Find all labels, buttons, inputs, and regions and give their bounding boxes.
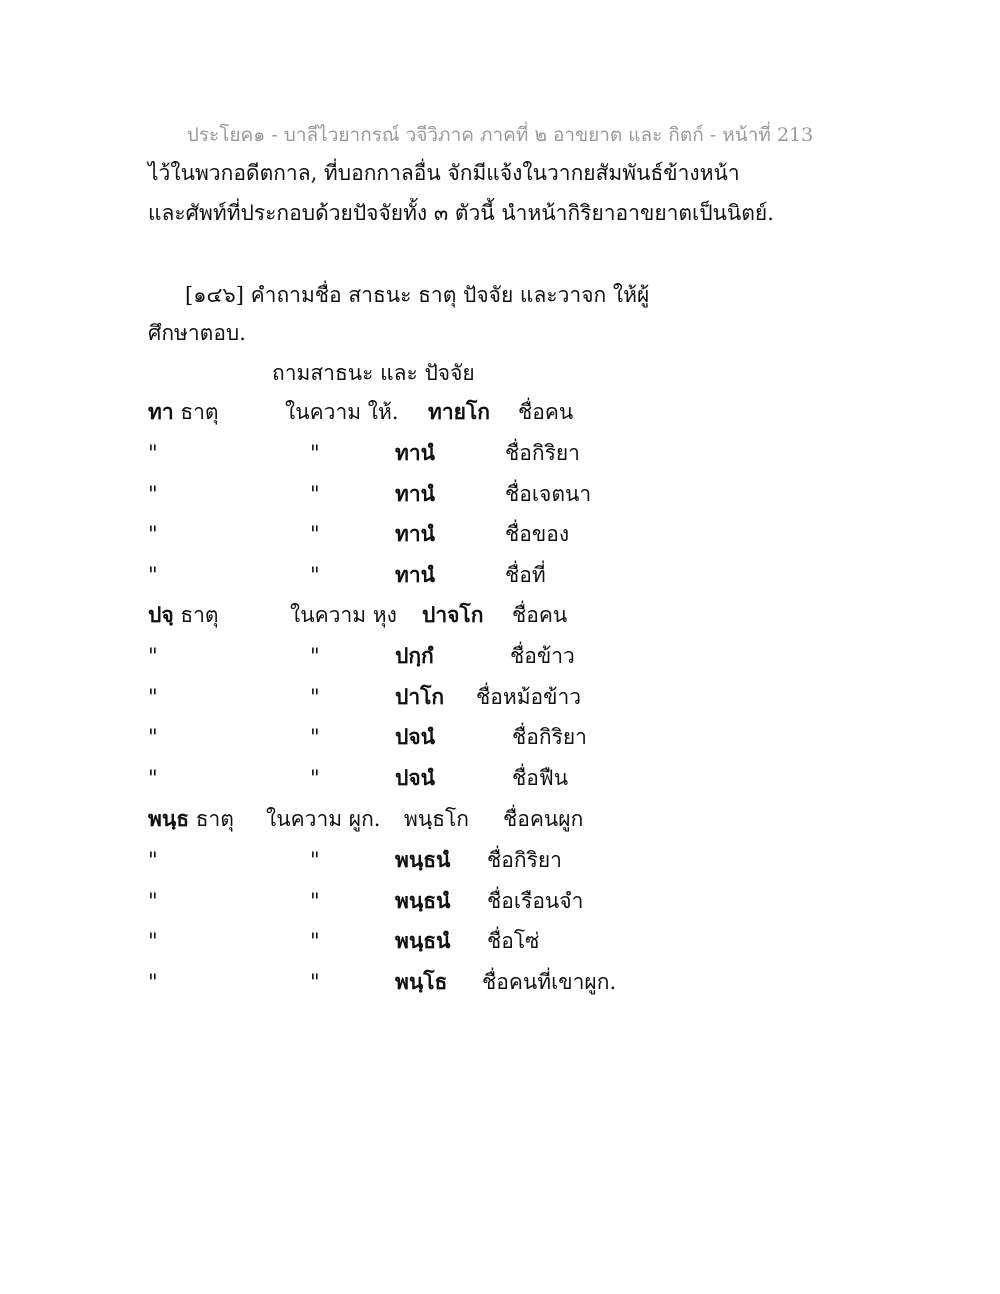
gloss-cell: ชื่อคนที่เขาผูก. (482, 970, 617, 994)
word-cell: พนฺธโก (404, 807, 470, 831)
gloss-cell: ชื่อหม้อข้าว (476, 685, 582, 709)
ditto-mark: " (148, 522, 158, 546)
word-cell: ทายโก (428, 399, 490, 424)
table-row (0, 397, 1000, 427)
ditto-mark: " (310, 848, 320, 872)
ditto-mark: " (310, 644, 320, 668)
table-row (0, 926, 1000, 956)
word-cell: พนฺโธ (395, 969, 448, 994)
ditto-mark: " (310, 441, 320, 465)
ditto-mark: " (310, 970, 320, 994)
ditto-mark: " (148, 889, 158, 913)
ditto-mark: " (148, 441, 158, 465)
ditto-mark: " (148, 848, 158, 872)
table-row (0, 682, 1000, 712)
ditto-mark: " (310, 563, 320, 587)
ditto-mark: " (148, 929, 158, 953)
gloss-cell: ชื่อเรือนจำ (487, 889, 584, 913)
table-row (0, 722, 1000, 752)
gloss-cell: ชื่อข้าว (510, 644, 575, 668)
gloss-cell: ชื่อกิริยา (487, 848, 562, 872)
gloss-cell: ชื่อคน (518, 400, 574, 424)
word-cell: พนฺธนํ (395, 888, 451, 913)
gloss-cell: ชื่อคน (512, 603, 568, 627)
word-cell: ทานํ (395, 481, 435, 506)
meaning-cell: ในความ ให้. (285, 400, 399, 424)
ditto-mark: " (148, 970, 158, 994)
ditto-mark: " (310, 482, 320, 506)
word-cell: ปจนํ (395, 765, 435, 790)
word-cell: พนฺธนํ (395, 928, 451, 953)
gloss-cell: ชื่อกิริยา (505, 441, 580, 465)
paragraph-line: ไว้ในพวกอดีตกาล, ที่บอกกาลอื่น จักมีแจ้งในวากยสัมพันธ์ข้างหน้า (148, 161, 740, 185)
meaning-cell: ในความ หุง (290, 603, 397, 627)
table-row (0, 845, 1000, 875)
paragraph-line: ศึกษาตอบ. (148, 321, 246, 345)
table-row (0, 804, 1000, 834)
ditto-mark: " (310, 725, 320, 749)
section-heading-line: [๑๔๖] คำถามชื่อ สาธนะ ธาตุ ปัจจัย และวาจก ให้ผู้ (185, 283, 650, 307)
table-row (0, 438, 1000, 468)
word-cell: ปกฺกํ (395, 643, 434, 668)
word-cell: ทานํ (395, 521, 435, 546)
word-cell: พนฺธนํ (395, 847, 451, 872)
ditto-mark: " (148, 644, 158, 668)
table-row (0, 886, 1000, 916)
page-header: ประโยค๑ - บาลีไวยากรณ์ วจีวิภาค ภาคที่ ๒ อาขยาต และ กิตก์ - หน้าที่ 213 (186, 124, 814, 146)
word-cell: ทานํ (395, 562, 435, 587)
table-row (0, 763, 1000, 793)
root-cell: ปจฺ ธาตุ (148, 602, 219, 627)
ditto-mark: " (148, 482, 158, 506)
paragraph-line: และศัพท์ที่ประกอบด้วยปัจจัยทั้ง ๓ ตัวนี้ นำหน้ากิริยาอาขยาตเป็นนิตย์. (148, 201, 774, 225)
ditto-mark: " (310, 522, 320, 546)
word-cell: ปจนํ (395, 724, 435, 749)
ditto-mark: " (148, 685, 158, 709)
gloss-cell: ชื่อฟืน (512, 766, 569, 790)
gloss-cell: ชื่อกิริยา (512, 725, 587, 749)
ditto-mark: " (310, 766, 320, 790)
ditto-mark: " (148, 725, 158, 749)
table-row (0, 600, 1000, 630)
table-row (0, 519, 1000, 549)
table-row (0, 479, 1000, 509)
root-cell: ทา ธาตุ (148, 399, 219, 424)
ditto-mark: " (310, 685, 320, 709)
table-title: ถามสาธนะ และ ปัจจัย (272, 361, 475, 385)
ditto-mark: " (148, 563, 158, 587)
table-row (0, 967, 1000, 997)
root-cell: พนฺธ ธาตุ (148, 806, 234, 831)
word-cell: ปาจโก (422, 602, 484, 627)
word-cell: ปาโก (395, 684, 445, 709)
ditto-mark: " (310, 889, 320, 913)
gloss-cell: ชื่อโซ่ (487, 929, 540, 953)
ditto-mark: " (310, 929, 320, 953)
meaning-cell: ในความ ผูก. (266, 807, 381, 831)
gloss-cell: ชื่อคนผูก (503, 807, 584, 831)
table-row (0, 560, 1000, 590)
gloss-cell: ชื่อของ (505, 522, 570, 546)
word-cell: ทานํ (395, 440, 435, 465)
ditto-mark: " (148, 766, 158, 790)
table-row (0, 641, 1000, 671)
gloss-cell: ชื่อเจตนา (505, 482, 592, 506)
gloss-cell: ชื่อที่ (505, 563, 546, 587)
